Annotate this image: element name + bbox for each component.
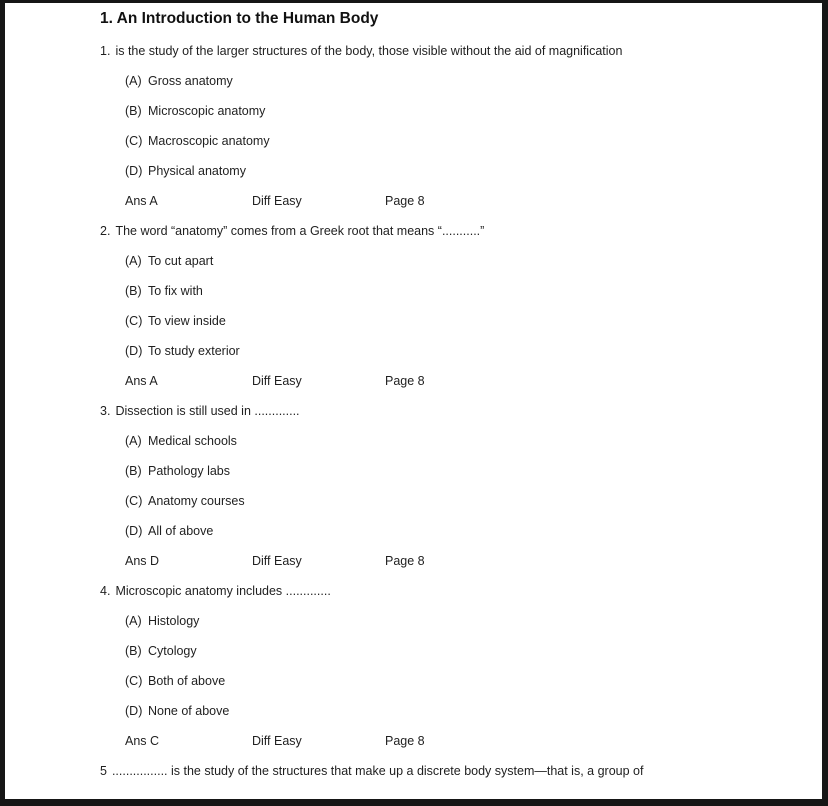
option-letter: (A): [125, 613, 142, 628]
question-block: [100, 576, 822, 756]
question-number: 3.: [100, 403, 111, 418]
option-item: [100, 636, 822, 666]
question-block: [100, 216, 822, 396]
question-line: [100, 36, 822, 66]
question-meta-row: [100, 366, 822, 396]
option-letter: (B): [125, 103, 142, 118]
option-item: [100, 126, 822, 156]
option-text: Anatomy courses: [148, 493, 245, 508]
question-number: 2.: [100, 223, 111, 238]
question-block: [100, 396, 822, 576]
page-ref-label: Page 8: [385, 553, 425, 568]
question-block: [100, 36, 822, 216]
question-text: is the study of the larger structures of the body, those visible without the aid of magnification: [115, 43, 623, 58]
option-text: To view inside: [148, 313, 226, 328]
option-letter: (A): [125, 73, 142, 88]
option-text: To cut apart: [148, 253, 214, 268]
option-item: [100, 336, 822, 366]
question-text: Microscopic anatomy includes .............: [115, 583, 331, 598]
option-item: [100, 306, 822, 336]
question-text: The word “anatomy” comes from a Greek root that means “...........”: [115, 223, 485, 238]
question-line: [100, 396, 822, 426]
option-letter: (D): [125, 523, 143, 538]
option-letter: (B): [125, 283, 142, 298]
option-item: [100, 246, 822, 276]
question-meta-row: [100, 186, 822, 216]
question-meta-row: [100, 726, 822, 756]
option-letter: (A): [125, 433, 142, 448]
option-item: [100, 486, 822, 516]
option-text: Gross anatomy: [148, 73, 233, 88]
option-text: All of above: [148, 523, 214, 538]
option-letter: (B): [125, 463, 142, 478]
option-text: Microscopic anatomy: [148, 103, 266, 118]
option-letter: (C): [125, 493, 143, 508]
option-letter: (D): [125, 703, 143, 718]
option-letter: (C): [125, 673, 143, 688]
difficulty-label: Diff Easy: [252, 373, 302, 388]
option-text: To fix with: [148, 283, 203, 298]
answer-label: Ans A: [125, 373, 158, 388]
option-letter: (D): [125, 343, 143, 358]
question-number: 1.: [100, 43, 111, 58]
option-item: [100, 516, 822, 546]
question-number: 5: [100, 763, 107, 778]
option-item: [100, 156, 822, 186]
option-text: To study exterior: [148, 343, 240, 358]
section-title: 1. An Introduction to the Human Body: [100, 10, 379, 27]
option-text: Macroscopic anatomy: [148, 133, 270, 148]
option-item: [100, 606, 822, 636]
question-text: Dissection is still used in .............: [115, 403, 300, 418]
answer-label: Ans D: [125, 553, 160, 568]
option-item: [100, 696, 822, 726]
option-item: [100, 456, 822, 486]
question-line: [100, 576, 822, 606]
option-text: Pathology labs: [148, 463, 231, 478]
page-ref-label: Page 8: [385, 373, 425, 388]
option-letter: (C): [125, 133, 143, 148]
question-line: [100, 216, 822, 246]
page-ref-label: Page 8: [385, 193, 425, 208]
option-letter: (A): [125, 253, 142, 268]
option-item: [100, 276, 822, 306]
difficulty-label: Diff Easy: [252, 193, 302, 208]
option-item: [100, 666, 822, 696]
option-text: Cytology: [148, 643, 197, 658]
option-text: Medical schools: [148, 433, 237, 448]
difficulty-label: Diff Easy: [252, 553, 302, 568]
question-meta-row: [100, 546, 822, 576]
option-text: Histology: [148, 613, 200, 628]
page-ref-label: Page 8: [385, 733, 425, 748]
option-letter: (B): [125, 643, 142, 658]
option-text: Both of above: [148, 673, 226, 688]
option-text: None of above: [148, 703, 230, 718]
answer-label: Ans C: [125, 733, 160, 748]
question-number: 4.: [100, 583, 111, 598]
document-page: [5, 3, 822, 799]
option-item: [100, 426, 822, 456]
option-item: [100, 66, 822, 96]
question-text: ................ is the study of the structures that make up a discrete body system—that is, a group of: [111, 763, 644, 778]
answer-label: Ans A: [125, 193, 158, 208]
option-letter: (C): [125, 313, 143, 328]
option-text: Physical anatomy: [148, 163, 246, 178]
option-item: [100, 96, 822, 126]
difficulty-label: Diff Easy: [252, 733, 302, 748]
question-block: [100, 756, 822, 786]
question-line: [100, 756, 822, 786]
option-letter: (D): [125, 163, 143, 178]
